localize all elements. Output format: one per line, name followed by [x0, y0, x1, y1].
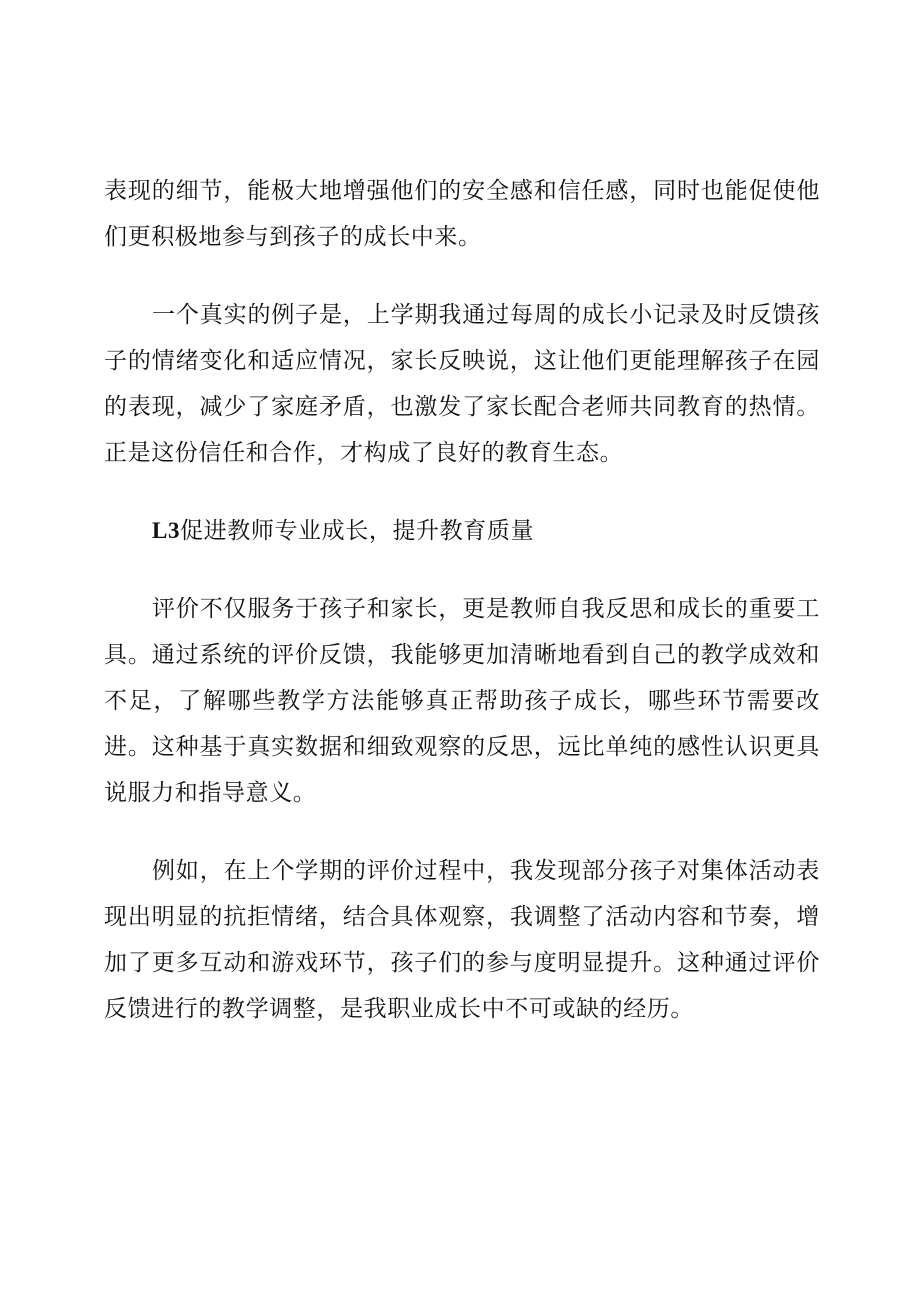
section-number: L3 — [152, 518, 181, 543]
section-title: 促进教师专业成长，提升教育质量 — [180, 518, 535, 544]
paragraph-example-parents: 一个真实的例子是，上学期我通过每周的成长小记录及时反馈孩子的情绪变化和适应情况，家长反映说，这让他们更能理解孩子在园的表现，减少了家庭矛盾，也激发了家长配合老师共同教育的热情。正是这份信任和合作，才构成了良好的教育生态。 — [104, 302, 820, 466]
document-body — [104, 168, 820, 1032]
section-heading — [104, 508, 820, 554]
paragraph-example-activity: 例如，在上个学期的评价过程中，我发现部分孩子对集体活动表现出明显的抗拒情绪，结合具体观察，我调整了活动内容和节奏，增加了更多互动和游戏环节，孩子们的参与度明显提升。这种通过评价反馈进行的教学调整，是我职业成长中不可或缺的经历。 — [104, 858, 820, 1022]
paragraph-teacher-growth: 评价不仅服务于孩子和家长，更是教师自我反思和成长的重要工具。通过系统的评价反馈，我能够更加清晰地看到自己的教学成效和不足，了解哪些教学方法能够真正帮助孩子成长，哪些环节需要改进。这种基于真实数据和细致观察的反思，远比单纯的感性认识更具说服力和指导意义。 — [104, 596, 820, 806]
paragraph-continuation: 表现的细节，能极大地增强他们的安全感和信任感，同时也能促使他们更积极地参与到孩子的成长中来。 — [104, 178, 820, 250]
